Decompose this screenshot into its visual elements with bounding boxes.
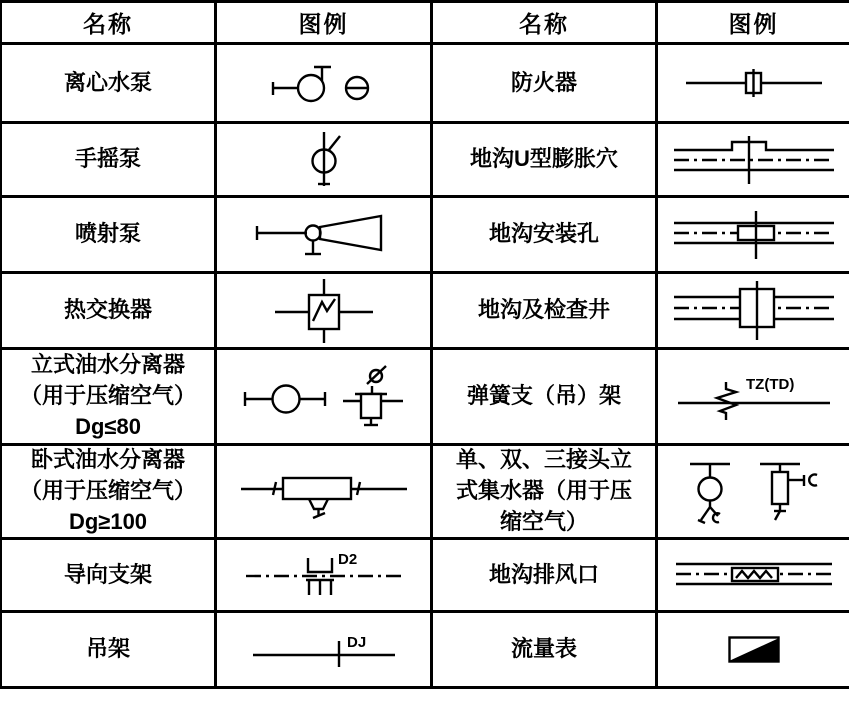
name-cell: 地沟排风口 [433,540,658,613]
symbol-cell [217,45,433,124]
symbol-cell [217,350,433,446]
name-cell: 离心水泵 [2,45,217,124]
name-cell: 单、双、三接头立 式集水器（用于压 缩空气） [433,446,658,540]
symbol-cell [658,198,849,274]
hanger-symbol [249,629,399,671]
symbol-cell [217,613,433,689]
symbol-cell [217,124,433,198]
symbol-cell [658,274,849,350]
name-cell: 地沟及检查井 [433,274,658,350]
jet-pump-symbol [249,209,399,261]
guide-support-label: D2 [337,551,357,568]
symbol-cell [658,446,849,540]
symbol-cell [217,540,433,613]
name-cell: 地沟安装孔 [433,198,658,274]
symbol-cell [217,446,433,540]
guide-support-symbol [244,546,404,604]
horizontal-oil-water-separator-symbol [239,461,409,523]
name-cell: 吊架 [2,613,217,689]
flow-meter-symbol [728,636,780,663]
column-header-legend-2: 图例 [658,3,849,45]
name-cell: 手摇泵 [2,124,217,198]
heat-exchanger-symbol [269,276,379,346]
symbol-cell [658,540,849,613]
centrifugal-pump-symbol [269,60,379,106]
name-cell: 卧式油水分离器 （用于压缩空气） Dg≥100 [2,446,217,540]
symbol-cell [658,613,849,689]
spring-support-symbol [674,371,834,423]
name-cell: 热交换器 [2,274,217,350]
vertical-oil-water-separator-symbol [239,361,409,433]
column-header-legend-1: 图例 [217,3,433,45]
name-cell: 防火器 [433,45,658,124]
hand-pump-symbol [302,129,346,191]
column-header-name-1: 名称 [2,3,217,45]
name-cell: 立式油水分离器 （用于压缩空气） Dg≤80 [2,350,217,446]
symbol-cell [658,350,849,446]
trench-vent-symbol [674,554,834,596]
trench-u-expansion-symbol [674,134,834,186]
hanger-label: DJ [346,633,366,651]
trench-inspection-well-symbol [674,280,834,342]
symbol-cell [217,274,433,350]
spring-support-label: TZ(TD) [745,375,794,393]
name-cell: 地沟U型膨胀穴 [433,124,658,198]
symbol-cell [217,198,433,274]
name-cell: 流量表 [433,613,658,689]
name-cell: 喷射泵 [2,198,217,274]
trench-installation-hole-symbol [674,209,834,261]
column-header-name-2: 名称 [433,3,658,45]
symbol-cell [658,45,849,124]
symbol-cell [658,124,849,198]
fire-arrester-symbol [684,65,824,101]
vertical-water-collector-symbol [674,450,834,534]
name-cell: 导向支架 [2,540,217,613]
name-cell: 弹簧支（吊）架 [433,350,658,446]
